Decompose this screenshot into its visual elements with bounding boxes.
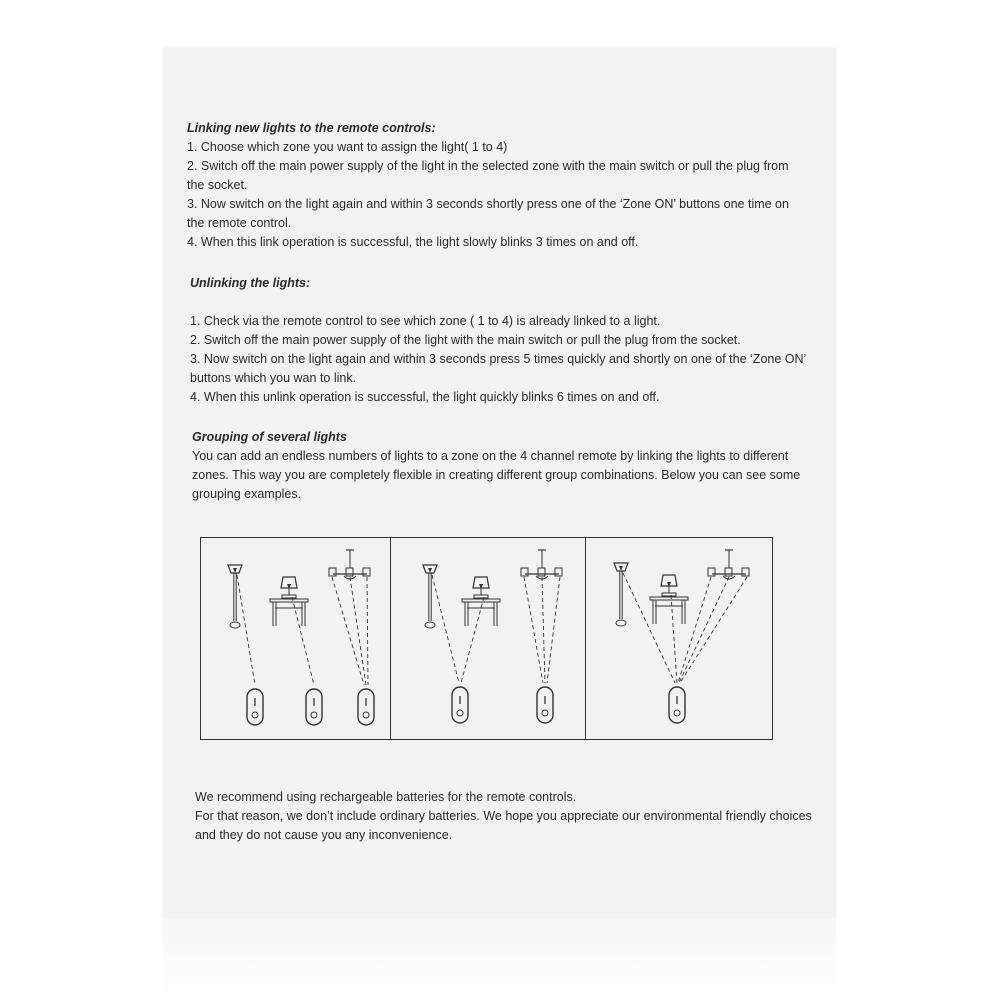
grouping-figure (200, 537, 773, 740)
floor-lamp-icon (423, 565, 437, 628)
text-line: 4. When this unlink operation is successful, the light quickly blinks 6 times on and off. (190, 390, 660, 404)
table-lamp-icon (462, 577, 500, 626)
text-line: zones. This way you are completely flexible in creating different group combinations. Below you can see some (192, 468, 801, 482)
remote-control-icon (537, 687, 553, 723)
section-heading: Grouping of several lights (192, 430, 347, 444)
chandelier-icon (708, 550, 749, 579)
text-line: the remote control. (187, 216, 292, 230)
panel-all-lights-one-remote (614, 550, 749, 723)
text-line: For that reason, we don’t include ordinary batteries. We hope you appreciate our environmental friendly choices (195, 809, 812, 823)
section-unlinking (190, 274, 820, 407)
remote-control-icon (669, 687, 685, 723)
text-line: 2. Switch off the main power supply of the light in the selected zone with the main switch or pull the plug from (187, 159, 789, 173)
text-line: 1. Choose which zone you want to assign the light( 1 to 4) (187, 140, 508, 154)
remote-control-icon (358, 689, 374, 725)
text-line: 2. Switch off the main power supply of the light with the main switch or pull the plug from the socket. (190, 333, 741, 347)
chandelier-icon (521, 550, 562, 579)
section-heading: Linking new lights to the remote controls: (187, 121, 436, 135)
text-line: buttons which you wan to link. (190, 371, 357, 385)
text-line: 3. Now switch on the light again and within 3 seconds shortly press one of the ‘Zone ON’ buttons one time on (187, 197, 789, 211)
text-line: 3. Now switch on the light again and within 3 seconds press 5 times quickly and shortly on one of the ‘Zone ON’ (190, 352, 807, 366)
floor-lamp-icon (614, 563, 628, 626)
section-linking (187, 119, 817, 252)
sheet-reflection (163, 918, 836, 1000)
remote-control-icon (306, 689, 322, 725)
chandelier-icon (329, 550, 370, 579)
text-line: and they do not cause you any inconvenience. (195, 828, 453, 842)
text-line: You can add an endless numbers of lights to a zone on the 4 channel remote by linking the lights to different (192, 449, 789, 463)
floor-lamp-icon (228, 565, 242, 628)
text-line: the socket. (187, 178, 248, 192)
panel-one-remote-per-light (228, 550, 374, 725)
remote-control-icon (452, 687, 468, 723)
section-heading: Unlinking the lights: (190, 276, 311, 290)
text-line: grouping examples. (192, 487, 302, 501)
table-lamp-icon (650, 575, 688, 624)
text-line: 4. When this link operation is successful, the light slowly blinks 3 times on and off. (187, 235, 639, 249)
spacer (190, 293, 820, 312)
table-lamp-icon (270, 577, 308, 626)
panel-two-lights-one-remote (423, 550, 562, 723)
footer-note (195, 788, 825, 845)
remote-control-icon (247, 689, 263, 725)
text-line: 1. Check via the remote control to see which zone ( 1 to 4) is already linked to a light. (190, 314, 661, 328)
section-grouping (192, 428, 822, 504)
text-line: We recommend using rechargeable batteries for the remote controls. (195, 790, 577, 804)
